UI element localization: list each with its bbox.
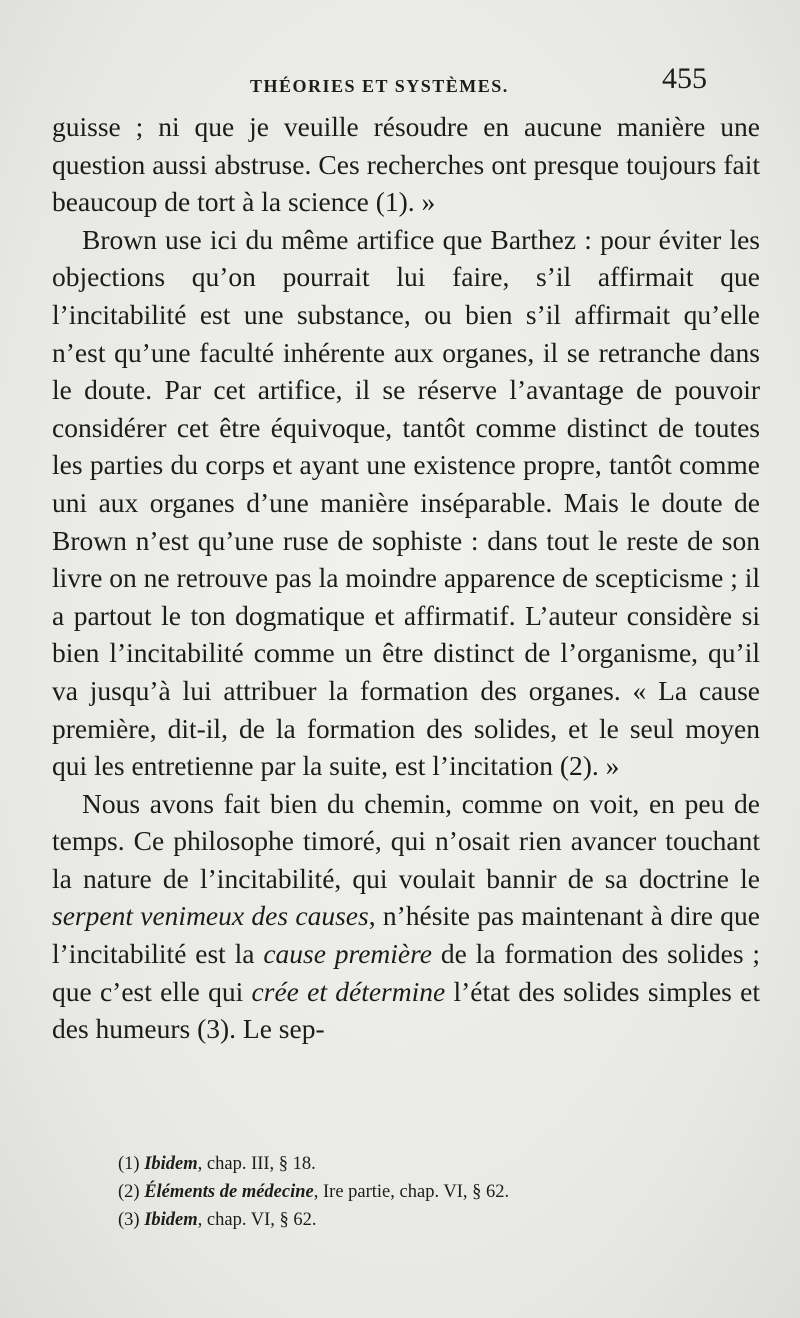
text-run: guisse ; ni que je veuille résoudre en aucune manière une question aussi abstruse. Ces recherches ont presque toujours fait beaucoup de tort à la science (1). »: [52, 111, 760, 218]
paragraph: [52, 785, 760, 1048]
footnote-title: Ibidem: [144, 1154, 198, 1174]
text-run: Brown use ici du même artifice que Barthez : pour éviter les objections qu’on pourrait lui faire, s’il affirmait que l’incitabilité est une substance, ou bien s’il affirmait qu’elle n’est qu’une faculté inhérente aux organes, il se retranche dans le doute. Par cet artifice, il se réserve l’avantage de pouvoir considérer cet être équivoque, tantôt comme distinct de toutes les parties du corps et ayant une existence propre, tantôt comme uni aux organes d’une manière inséparable. Mais le doute de Brown n’est qu’une ruse de sophiste : dans tout le reste de son livre on ne retrouve pas la moindre apparence de scepticisme ; il a partout le ton dogmatique et affirmatif. L’auteur considère si bien l’incitabilité comme un être distinct de l’organisme, qu’il va jusqu’à lui attribuer la formation des organes. « La cause première, dit-il, de la formation des solides, et le seul moyen qui les entretienne par la suite, est l’incitation (2). »: [52, 223, 760, 782]
footnote-reference: , Ire partie, chap. VI, § 62.: [313, 1182, 510, 1202]
text-run: , n’hésite pas maintenant à dire que l’incitabilité est la: [52, 900, 760, 970]
body-text: [52, 108, 760, 1048]
text-run: de la formation des solides ; que c’est elle qui: [52, 938, 761, 1007]
footnote-title: Ibidem: [144, 1210, 198, 1230]
text-run: l’état des solides simples et des humeurs (3). Le sep-: [52, 975, 760, 1045]
footnote-number: (1): [118, 1154, 140, 1174]
italic-phrase: crée et détermine: [251, 975, 446, 1007]
footnote-number: (2): [118, 1182, 140, 1202]
footnote: [118, 1178, 758, 1206]
paragraph: [52, 221, 760, 785]
footnote: [118, 1206, 758, 1234]
footnote-number: (3): [118, 1210, 140, 1230]
footnote-reference: , chap. III, § 18.: [197, 1154, 316, 1174]
paragraph: [52, 108, 760, 221]
italic-phrase: cause première: [263, 938, 433, 970]
italic-phrase: serpent venimeux des causes: [52, 900, 369, 932]
footnote: [118, 1150, 758, 1178]
page-number: 455: [662, 62, 707, 95]
page-header: [0, 62, 800, 102]
footnote-title: Éléments de médecine: [144, 1182, 314, 1202]
footnote-reference: , chap. VI, § 62.: [197, 1210, 317, 1230]
footnotes: [118, 1150, 758, 1234]
text-run: Nous avons fait bien du chemin, comme on voit, en peu de temps. Ce philosophe timoré, qui n’osait rien avancer touchant la nature de l’incitabilité, qui voulait bannir de sa doctrine le: [52, 787, 760, 894]
running-head: THÉORIES ET SYSTÈMES.: [250, 76, 509, 96]
